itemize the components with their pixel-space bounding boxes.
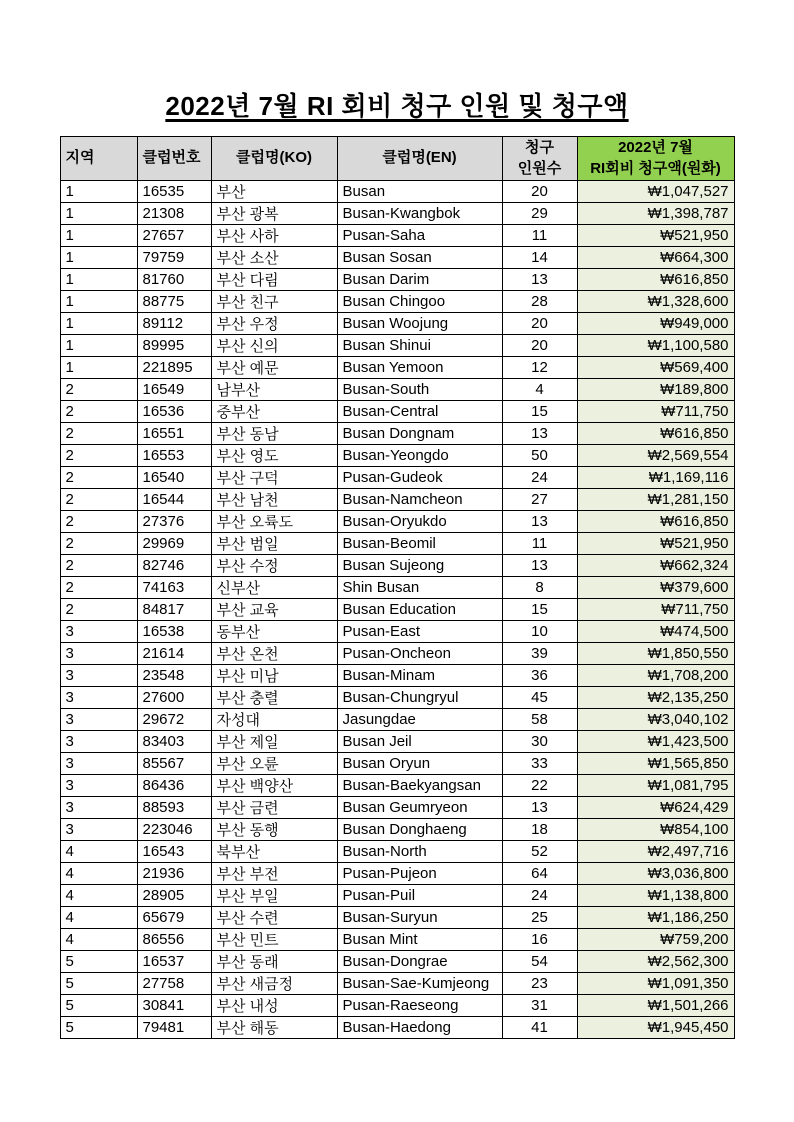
page-title: 2022년 7월 RI 회비 청구 인원 및 청구액 [165,91,629,121]
table-row [60,247,734,269]
cell-club-name-ko: 신부산 [211,577,337,599]
cell-club-name-ko: 북부산 [211,841,337,863]
cell-club-number: 16551 [137,423,211,445]
cell-club-number: 84817 [137,599,211,621]
cell-club-number: 30841 [137,995,211,1017]
cell-billed-count: 27 [502,489,577,511]
table-row [60,665,734,687]
cell-club-name-en: Busan Donghaeng [337,819,502,841]
cell-club-name-ko: 부산 오륙도 [211,511,337,533]
table-row [60,797,734,819]
cell-amount: ₩759,200 [577,929,734,951]
cell-region: 1 [60,291,137,313]
cell-region: 3 [60,775,137,797]
cell-amount: ₩521,950 [577,225,734,247]
cell-region: 5 [60,951,137,973]
cell-club-name-en: Busan Mint [337,929,502,951]
cell-amount: ₩616,850 [577,423,734,445]
cell-region: 4 [60,863,137,885]
cell-club-name-en: Busan Geumryeon [337,797,502,819]
cell-billed-count: 58 [502,709,577,731]
cell-club-name-en: Busan Chingoo [337,291,502,313]
cell-amount: ₩616,850 [577,511,734,533]
table-row [60,731,734,753]
cell-amount: ₩1,501,266 [577,995,734,1017]
cell-region: 1 [60,269,137,291]
cell-club-number: 21936 [137,863,211,885]
cell-region: 2 [60,423,137,445]
table-row [60,819,734,841]
cell-club-name-en: Busan-Suryun [337,907,502,929]
cell-amount: ₩1,169,116 [577,467,734,489]
cell-billed-count: 15 [502,401,577,423]
cell-region: 2 [60,533,137,555]
cell-amount: ₩1,186,250 [577,907,734,929]
cell-billed-count: 12 [502,357,577,379]
cell-region: 2 [60,511,137,533]
cell-region: 4 [60,841,137,863]
cell-billed-count: 13 [502,423,577,445]
dues-table [60,136,735,1039]
cell-amount: ₩379,600 [577,577,734,599]
cell-club-name-ko: 부산 해동 [211,1017,337,1039]
cell-club-name-en: Busan-Namcheon [337,489,502,511]
table-row [60,1017,734,1039]
cell-club-name-en: Busan-Oryukdo [337,511,502,533]
cell-amount: ₩189,800 [577,379,734,401]
table-row [60,313,734,335]
header-amount-line1: 2022년 7월 [618,139,693,157]
header-row [60,137,734,181]
cell-club-name-ko: 부산 다림 [211,269,337,291]
cell-amount: ₩1,100,580 [577,335,734,357]
cell-billed-count: 13 [502,511,577,533]
cell-region: 3 [60,753,137,775]
cell-club-name-en: Busan-Baekyangsan [337,775,502,797]
header-club-name-en: 클럽명(EN) [337,137,502,181]
table-row [60,269,734,291]
table-row [60,621,734,643]
cell-amount: ₩949,000 [577,313,734,335]
table-row [60,423,734,445]
header-billed-count [502,137,577,181]
table-row [60,951,734,973]
cell-region: 2 [60,401,137,423]
cell-region: 3 [60,665,137,687]
table-row [60,973,734,995]
cell-club-number: 27376 [137,511,211,533]
cell-region: 3 [60,709,137,731]
header-club-name-ko: 클럽명(KO) [211,137,337,181]
cell-club-name-ko: 부산 [211,181,337,203]
cell-club-name-ko: 부산 범일 [211,533,337,555]
cell-billed-count: 4 [502,379,577,401]
cell-amount: ₩1,138,800 [577,885,734,907]
cell-club-number: 82746 [137,555,211,577]
cell-club-number: 85567 [137,753,211,775]
cell-club-name-en: Busan-Sae-Kumjeong [337,973,502,995]
cell-club-number: 16537 [137,951,211,973]
cell-club-name-en: Busan-Minam [337,665,502,687]
table-row [60,709,734,731]
cell-amount: ₩1,565,850 [577,753,734,775]
table-row [60,445,734,467]
cell-region: 1 [60,247,137,269]
cell-club-name-ko: 부산 남천 [211,489,337,511]
table-row [60,203,734,225]
cell-club-name-ko: 부산 온천 [211,643,337,665]
cell-amount: ₩474,500 [577,621,734,643]
cell-region: 3 [60,687,137,709]
header-billed-count-line1: 청구 [525,139,554,157]
cell-region: 1 [60,313,137,335]
cell-club-name-en: Pusan-Oncheon [337,643,502,665]
cell-club-number: 83403 [137,731,211,753]
cell-amount: ₩1,091,350 [577,973,734,995]
cell-billed-count: 54 [502,951,577,973]
cell-club-number: 86556 [137,929,211,951]
cell-billed-count: 11 [502,533,577,555]
cell-club-name-en: Busan Dongnam [337,423,502,445]
cell-club-number: 16540 [137,467,211,489]
cell-club-number: 221895 [137,357,211,379]
cell-club-number: 16549 [137,379,211,401]
cell-club-number: 21308 [137,203,211,225]
cell-region: 4 [60,885,137,907]
cell-amount: ₩569,400 [577,357,734,379]
cell-club-name-ko: 부산 우정 [211,313,337,335]
cell-amount: ₩521,950 [577,533,734,555]
cell-club-number: 27657 [137,225,211,247]
cell-region: 5 [60,973,137,995]
cell-club-number: 16544 [137,489,211,511]
cell-region: 3 [60,731,137,753]
cell-billed-count: 15 [502,599,577,621]
cell-club-name-ko: 부산 미남 [211,665,337,687]
cell-amount: ₩2,135,250 [577,687,734,709]
cell-billed-count: 28 [502,291,577,313]
table-header [60,137,734,181]
cell-club-name-ko: 부산 동행 [211,819,337,841]
cell-club-name-en: Busan-Chungryul [337,687,502,709]
cell-club-number: 89995 [137,335,211,357]
cell-club-number: 29969 [137,533,211,555]
cell-club-name-ko: 부산 새금정 [211,973,337,995]
cell-club-name-ko: 부산 부일 [211,885,337,907]
cell-region: 4 [60,907,137,929]
header-region: 지역 [60,137,137,181]
cell-amount: ₩2,562,300 [577,951,734,973]
cell-amount: ₩1,328,600 [577,291,734,313]
table-row [60,533,734,555]
cell-billed-count: 18 [502,819,577,841]
cell-billed-count: 16 [502,929,577,951]
cell-region: 5 [60,1017,137,1039]
table-row [60,907,734,929]
cell-region: 1 [60,335,137,357]
cell-club-name-ko: 부산 신의 [211,335,337,357]
table-row [60,489,734,511]
table-row [60,599,734,621]
cell-club-number: 74163 [137,577,211,599]
cell-amount: ₩1,423,500 [577,731,734,753]
cell-club-name-en: Pusan-Pujeon [337,863,502,885]
cell-region: 4 [60,929,137,951]
cell-amount: ₩3,036,800 [577,863,734,885]
cell-club-number: 28905 [137,885,211,907]
cell-billed-count: 29 [502,203,577,225]
cell-club-name-en: Busan-Haedong [337,1017,502,1039]
cell-region: 2 [60,467,137,489]
cell-billed-count: 8 [502,577,577,599]
cell-club-name-ko: 남부산 [211,379,337,401]
cell-club-number: 88593 [137,797,211,819]
table-row [60,225,734,247]
cell-billed-count: 13 [502,797,577,819]
cell-club-name-en: Busan Woojung [337,313,502,335]
cell-club-name-ko: 부산 구덕 [211,467,337,489]
cell-region: 1 [60,357,137,379]
cell-club-name-ko: 부산 수정 [211,555,337,577]
cell-region: 2 [60,445,137,467]
cell-club-name-ko: 부산 동남 [211,423,337,445]
cell-club-name-ko: 부산 민트 [211,929,337,951]
cell-club-name-ko: 부산 교육 [211,599,337,621]
header-amount-line2: RI회비 청구액(원화) [590,159,721,177]
cell-billed-count: 14 [502,247,577,269]
table-row [60,775,734,797]
cell-club-name-en: Pusan-East [337,621,502,643]
table-row [60,291,734,313]
cell-amount: ₩2,569,554 [577,445,734,467]
cell-billed-count: 39 [502,643,577,665]
cell-amount: ₩1,047,527 [577,181,734,203]
cell-billed-count: 33 [502,753,577,775]
cell-region: 2 [60,599,137,621]
cell-billed-count: 20 [502,181,577,203]
cell-club-number: 79759 [137,247,211,269]
cell-club-number: 27758 [137,973,211,995]
cell-billed-count: 25 [502,907,577,929]
cell-billed-count: 13 [502,555,577,577]
cell-club-name-en: Pusan-Raeseong [337,995,502,1017]
table-body [60,181,734,1039]
table-row [60,467,734,489]
cell-amount: ₩662,324 [577,555,734,577]
cell-amount: ₩1,398,787 [577,203,734,225]
cell-club-number: 88775 [137,291,211,313]
cell-amount: ₩711,750 [577,401,734,423]
cell-amount: ₩1,708,200 [577,665,734,687]
cell-club-name-ko: 부산 충렬 [211,687,337,709]
cell-billed-count: 45 [502,687,577,709]
table-row [60,379,734,401]
cell-region: 1 [60,203,137,225]
cell-amount: ₩3,040,102 [577,709,734,731]
cell-billed-count: 23 [502,973,577,995]
cell-club-name-ko: 부산 내성 [211,995,337,1017]
cell-club-name-en: Busan-North [337,841,502,863]
table-row [60,643,734,665]
cell-club-name-ko: 부산 소산 [211,247,337,269]
cell-region: 3 [60,819,137,841]
cell-club-name-en: Busan Darim [337,269,502,291]
cell-amount: ₩854,100 [577,819,734,841]
cell-region: 1 [60,225,137,247]
table-row [60,841,734,863]
cell-billed-count: 13 [502,269,577,291]
cell-region: 3 [60,621,137,643]
table-row [60,401,734,423]
cell-region: 3 [60,643,137,665]
cell-club-number: 27600 [137,687,211,709]
cell-billed-count: 30 [502,731,577,753]
cell-club-name-en: Busan Sosan [337,247,502,269]
cell-club-name-en: Busan-Dongrae [337,951,502,973]
cell-club-number: 81760 [137,269,211,291]
table-row [60,995,734,1017]
table-row [60,863,734,885]
cell-club-number: 16553 [137,445,211,467]
cell-club-number: 65679 [137,907,211,929]
cell-club-name-en: Pusan-Gudeok [337,467,502,489]
table-row [60,753,734,775]
cell-club-name-en: Jasungdae [337,709,502,731]
table-row [60,511,734,533]
cell-club-name-en: Busan Oryun [337,753,502,775]
cell-club-number: 223046 [137,819,211,841]
cell-billed-count: 52 [502,841,577,863]
cell-club-number: 16535 [137,181,211,203]
cell-region: 2 [60,555,137,577]
cell-amount: ₩1,850,550 [577,643,734,665]
cell-club-name-ko: 부산 광복 [211,203,337,225]
table-row [60,577,734,599]
cell-club-name-en: Busan-Central [337,401,502,423]
cell-billed-count: 20 [502,335,577,357]
cell-club-name-ko: 부산 사하 [211,225,337,247]
table-row [60,181,734,203]
cell-amount: ₩2,497,716 [577,841,734,863]
cell-region: 2 [60,577,137,599]
cell-club-name-ko: 부산 수련 [211,907,337,929]
cell-club-number: 89112 [137,313,211,335]
cell-region: 5 [60,995,137,1017]
cell-billed-count: 50 [502,445,577,467]
cell-region: 2 [60,379,137,401]
table-row [60,929,734,951]
cell-amount: ₩616,850 [577,269,734,291]
cell-club-name-ko: 부산 부전 [211,863,337,885]
cell-billed-count: 22 [502,775,577,797]
cell-club-name-ko: 부산 동래 [211,951,337,973]
cell-club-name-ko: 부산 금련 [211,797,337,819]
cell-club-name-ko: 동부산 [211,621,337,643]
cell-club-name-en: Busan-Yeongdo [337,445,502,467]
cell-club-name-en: Busan-Beomil [337,533,502,555]
cell-club-name-ko: 부산 예문 [211,357,337,379]
cell-club-name-en: Pusan-Puil [337,885,502,907]
cell-club-number: 79481 [137,1017,211,1039]
cell-club-number: 16538 [137,621,211,643]
cell-billed-count: 24 [502,885,577,907]
cell-club-name-en: Busan Yemoon [337,357,502,379]
cell-club-name-ko: 부산 백양산 [211,775,337,797]
cell-amount: ₩664,300 [577,247,734,269]
header-club-number: 클럽번호 [137,137,211,181]
header-billed-count-line2: 인원수 [517,159,562,177]
cell-amount: ₩624,429 [577,797,734,819]
table-row [60,357,734,379]
cell-region: 1 [60,181,137,203]
cell-region: 2 [60,489,137,511]
cell-club-name-en: Busan [337,181,502,203]
cell-billed-count: 31 [502,995,577,1017]
header-amount [577,137,734,181]
cell-club-name-en: Shin Busan [337,577,502,599]
cell-club-name-ko: 부산 친구 [211,291,337,313]
cell-billed-count: 20 [502,313,577,335]
cell-club-number: 16543 [137,841,211,863]
table-row [60,885,734,907]
cell-club-number: 29672 [137,709,211,731]
cell-billed-count: 36 [502,665,577,687]
table-row [60,555,734,577]
cell-amount: ₩1,081,795 [577,775,734,797]
cell-amount: ₩1,945,450 [577,1017,734,1039]
cell-club-name-ko: 부산 제일 [211,731,337,753]
cell-amount: ₩1,281,150 [577,489,734,511]
table-row [60,687,734,709]
cell-club-number: 86436 [137,775,211,797]
cell-club-name-en: Busan Sujeong [337,555,502,577]
cell-club-name-ko: 부산 영도 [211,445,337,467]
cell-club-name-en: Busan-Kwangbok [337,203,502,225]
cell-club-name-en: Busan Shinui [337,335,502,357]
cell-club-number: 21614 [137,643,211,665]
cell-club-name-en: Busan Education [337,599,502,621]
table-row [60,335,734,357]
cell-club-name-en: Pusan-Saha [337,225,502,247]
cell-billed-count: 11 [502,225,577,247]
cell-club-name-ko: 중부산 [211,401,337,423]
cell-club-name-ko: 부산 오륜 [211,753,337,775]
cell-club-name-ko: 자성대 [211,709,337,731]
cell-club-name-en: Busan Jeil [337,731,502,753]
cell-billed-count: 41 [502,1017,577,1039]
cell-club-number: 16536 [137,401,211,423]
cell-club-number: 23548 [137,665,211,687]
cell-club-name-en: Busan-South [337,379,502,401]
cell-amount: ₩711,750 [577,599,734,621]
cell-billed-count: 10 [502,621,577,643]
cell-region: 3 [60,797,137,819]
cell-billed-count: 24 [502,467,577,489]
cell-billed-count: 64 [502,863,577,885]
